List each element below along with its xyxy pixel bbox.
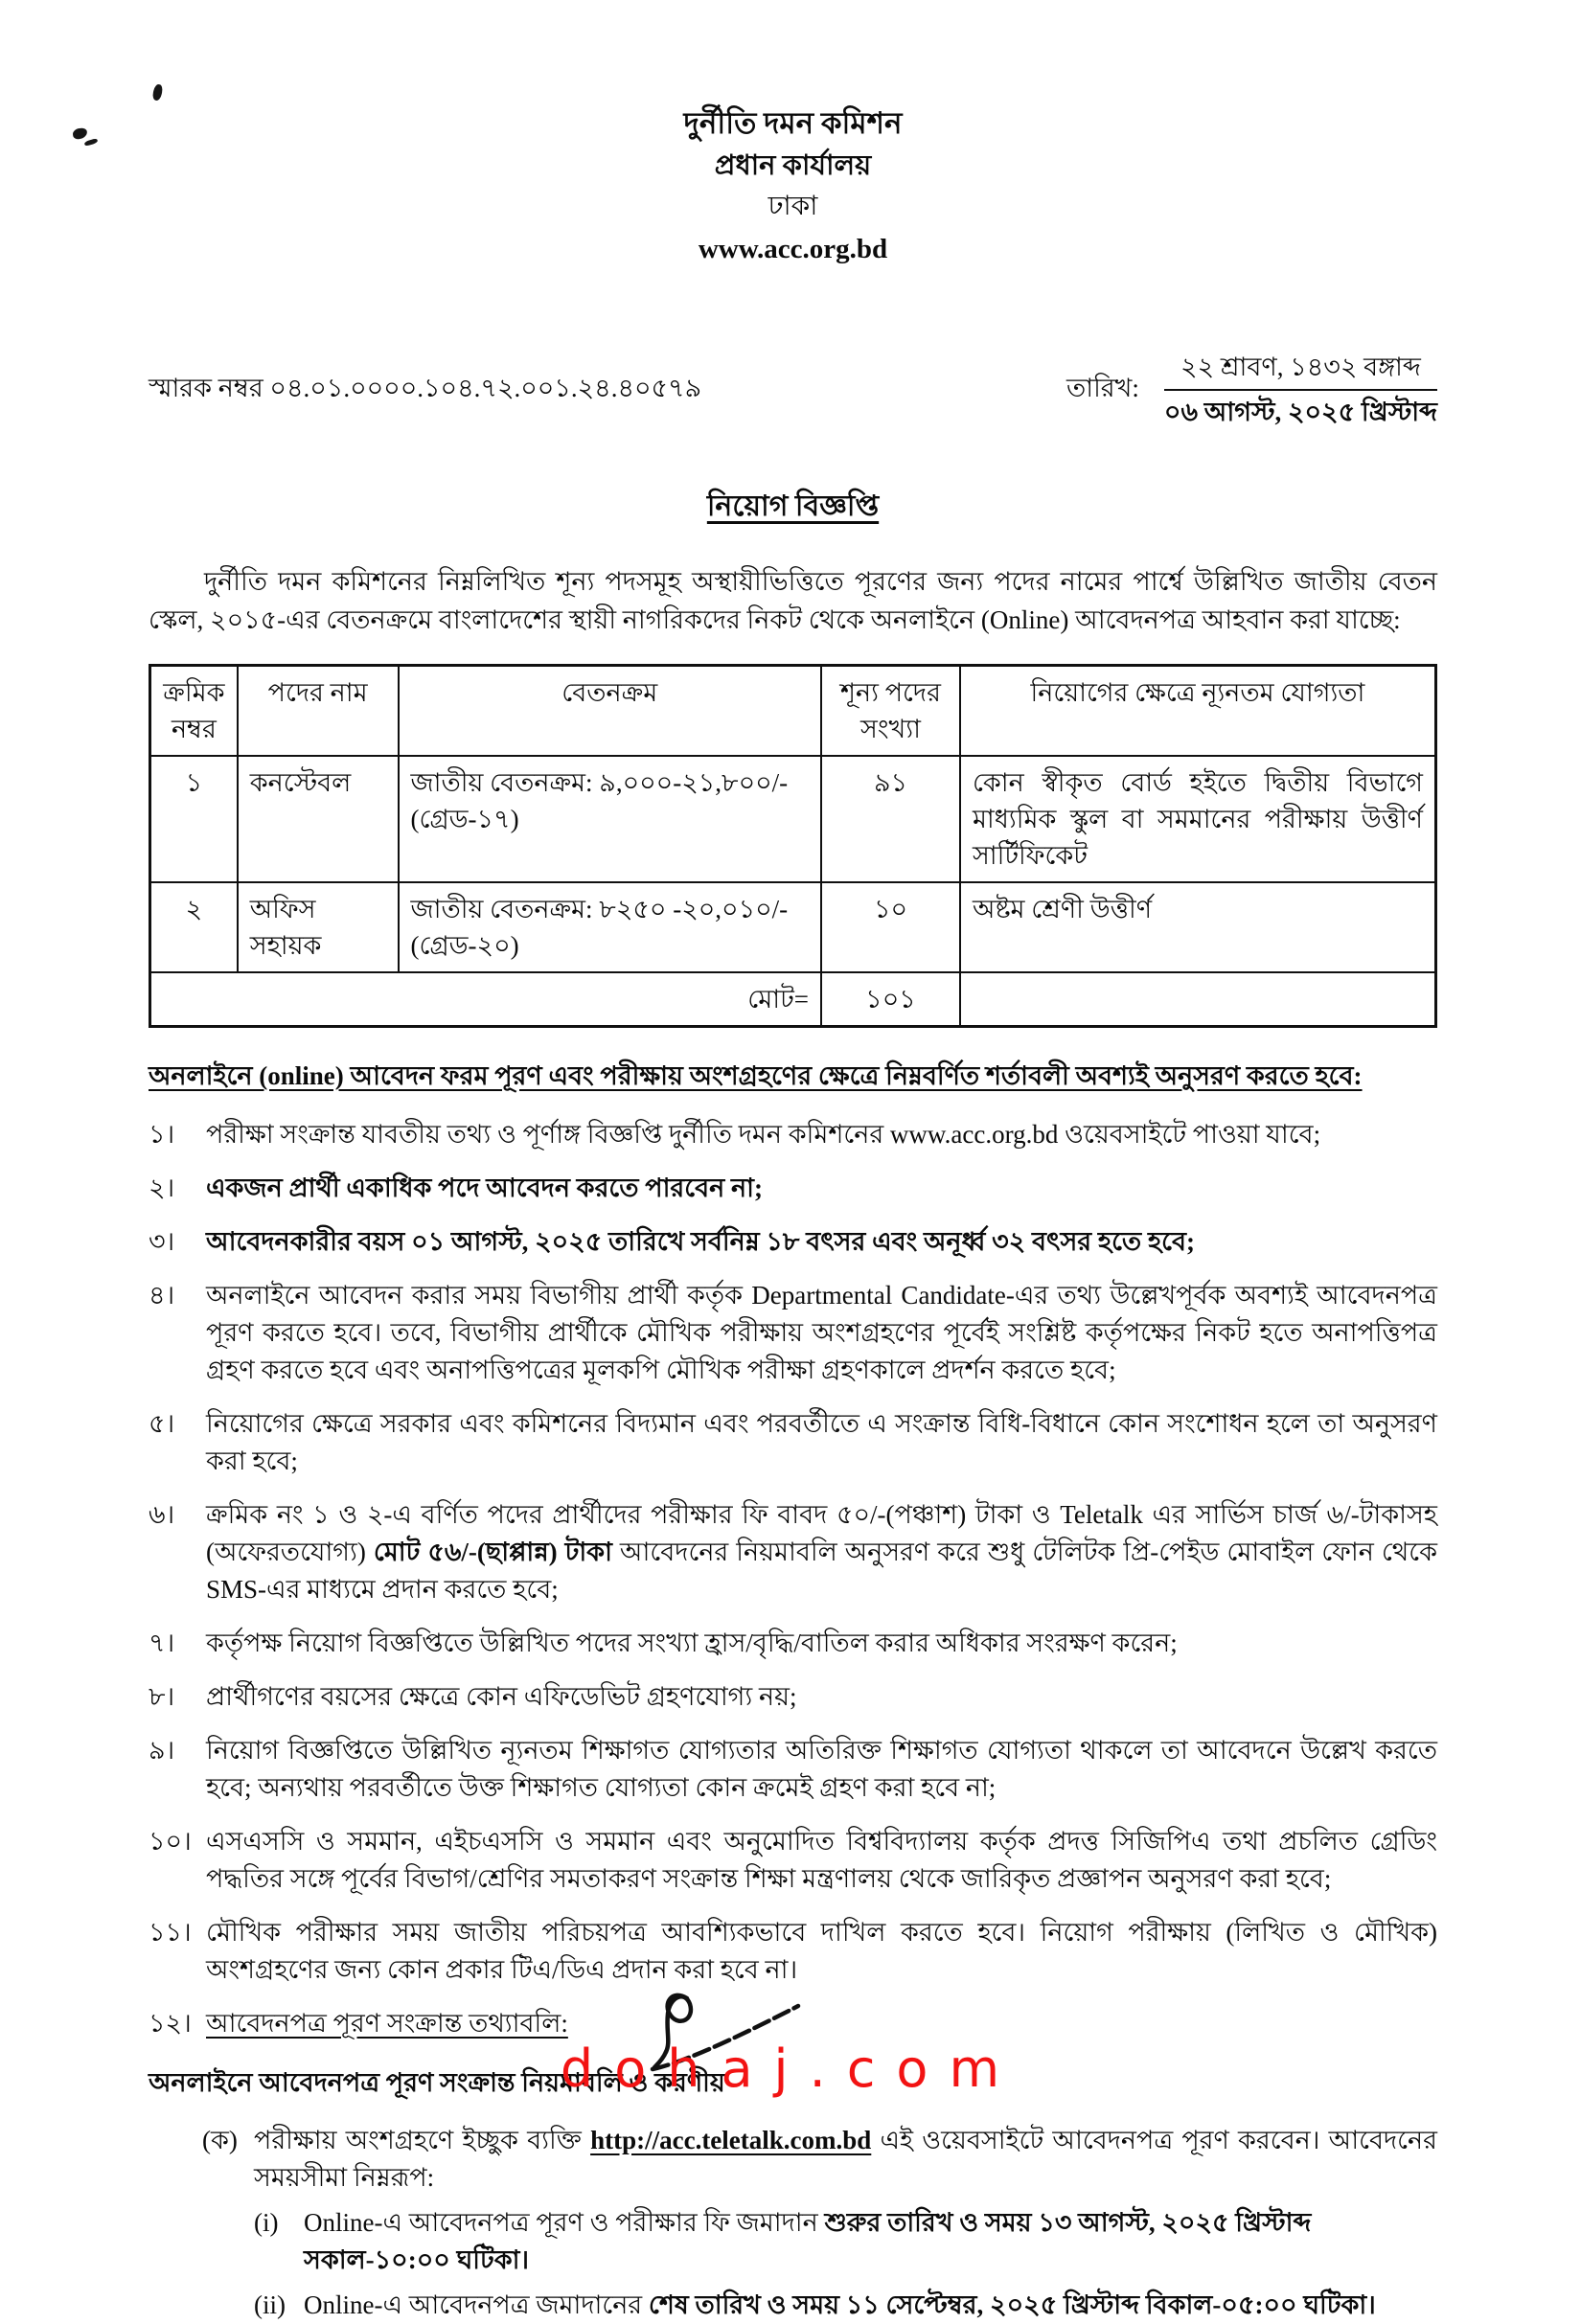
row2-post: অফিস সহায়ক: [238, 882, 399, 972]
item-number: ৯।: [149, 1736, 175, 1766]
condition-item-2: [149, 1170, 1437, 1207]
th-qualification: নিয়োগের ক্ষেত্রে ন্যূনতম যোগ্যতা: [960, 666, 1436, 757]
item-text: নিয়োগ বিজ্ঞপ্তিতে উল্লিখিত ন্যূনতম শিক্ষাগত যোগ্যতার অতিরিক্ত শিক্ষাগত যোগ্যতা থাকলে তা আবেদনে উল্লেখ করতে হবে; অন্যথায় পরবর্তীতে উক্ত শিক্ষাগত যোগ্যতা কোন ক্রমেই গ্রহণ করা হবে না;: [206, 1736, 1437, 1803]
application-start-datetime: শুরুর তারিখ ও সময় ১৩ আগস্ট, ২০২৫ খ্রিস্টাব্দ সকাল-১০:০০ ঘটিকা।: [304, 2208, 1312, 2275]
row1-serial: ১: [150, 756, 238, 882]
item-text: [254, 2122, 1437, 2197]
ink-speck-2: [72, 127, 87, 140]
memo-row: [149, 349, 1437, 431]
row2-serial: ২: [150, 882, 238, 972]
sub-item-ii: [254, 2287, 1437, 2324]
condition-item-8: [149, 1678, 1437, 1716]
item-text: [304, 2287, 1437, 2324]
end-text-pre: Online-এ আবেদনপত্র জমাদানের: [304, 2290, 649, 2320]
date-bangla: ২২ শ্রাবণ, ১৪৩২ বঙ্গাব্দ: [1164, 349, 1437, 391]
total-label: মোট=: [150, 972, 822, 1027]
row2-qualification: অষ্টম শ্রেণী উত্তীর্ণ: [960, 882, 1436, 972]
date-label: তারিখ:: [1065, 373, 1139, 402]
row2-vacancy: ১০: [821, 882, 960, 972]
org-website: www.acc.org.bd: [698, 233, 888, 264]
th-vacancy: শূন্য পদের সংখ্যা: [821, 666, 960, 757]
item-text: কর্তৃপক্ষ নিয়োগ বিজ্ঞপ্তিতে উল্লিখিত পদের সংখ্যা হ্রাস/বৃদ্ধি/বাতিল করার অধিকার সংরক্ষণ করেন;: [206, 1629, 1178, 1658]
condition-item-1: [149, 1116, 1437, 1153]
letterhead: [149, 103, 1437, 268]
item-text: [206, 1496, 1437, 1608]
item-number: ১।: [149, 1120, 175, 1150]
item-number: ৩।: [149, 1227, 175, 1257]
item-text: এসএসসি ও সমমান, এইচএসসি ও সমমান এবং অনুমোদিত বিশ্ববিদ্যালয় কর্তৃক প্রদত্ত সিজিপিএ তথা প্রচলিত গ্রেডিং পদ্ধতির সঙ্গে পূর্বের বিভাগ/শ্রেণির সমতাকরণ সংক্রান্ত শিক্ষা মন্ত্রণালয় থেকে জারিকৃত প্রজ্ঞাপন অনুসরণ করা হবে;: [206, 1827, 1437, 1894]
item-number: ৮।: [149, 1682, 175, 1712]
row1-pay: [399, 756, 822, 882]
row1-post: কনস্টেবল: [238, 756, 399, 882]
org-office: প্রধান কার্যালয়: [714, 149, 872, 181]
th-post: পদের নাম: [238, 666, 399, 757]
item-text: অনলাইনে আবেদন করার সময় বিভাগীয় প্রার্থী কর্তৃক Departmental Candidate-এর তথ্য উল্লেখপূর্বক অবশ্যই আবেদনপত্র পূরণ করতে হবে। তবে, বিভাগীয় প্রার্থীকে মৌখিক পরীক্ষায় অংশগ্রহণের পূর্বেই সংশ্লিষ্ট কর্তৃপক্ষের নিকট হতে অনাপত্তিপত্র গ্রহণ করতে হবে এবং অনাপত্তিপত্রের মূলকপি মৌখিক পরীক্ষা গ্রহণকালে প্রদর্শন করতে হবে;: [206, 1281, 1437, 1385]
condition-item-3: [149, 1223, 1437, 1261]
condition-item-9: [149, 1732, 1437, 1807]
table-row: [150, 756, 1436, 882]
row1-vacancy: ৯১: [821, 756, 960, 882]
item-text: আবেদনকারীর বয়স ০১ আগস্ট, ২০২৫ তারিখে সর্বনিম্ন ১৮ বৎসর এবং অনূর্ধ্ব ৩২ বৎসর হতে হবে;: [206, 1227, 1195, 1257]
condition-item-4: [149, 1277, 1437, 1389]
memo-number: স্মারক নম্বর ০৪.০১.০০০০.১০৪.৭২.০০১.২৪.৪০৫৭৯: [149, 373, 702, 402]
watermark-text: dohaj.com: [560, 2039, 1021, 2099]
row1-pay-scale: জাতীয় বেতনক্রম: ৯,০০০-২১,৮০০/-: [410, 768, 789, 798]
notice-title: নিয়োগ বিজ্ঞপ্তি: [706, 490, 880, 523]
item-text: একজন প্রার্থী একাধিক পদে আবেদন করতে পারবেন না;: [206, 1173, 763, 1203]
fee-total-amount: মোট ৫৬/-(ছাপ্পান্ন) টাকা: [373, 1538, 612, 1567]
condition-item-10: [149, 1823, 1437, 1898]
item-number: ৪।: [149, 1281, 175, 1310]
item-number: ৫।: [149, 1409, 175, 1439]
teletalk-url: http://acc.teletalk.com.bd: [590, 2126, 872, 2155]
org-name: দুর্নীতি দমন কমিশন: [683, 106, 903, 140]
vacancy-table: [149, 664, 1437, 1028]
date-block: [1066, 349, 1437, 431]
fee-text-post: আবেদনের নিয়মাবলি অনুসরণ করে শুধু টেলিটক প্রি-পেইড মোবাইল ফোন থেকে SMS-এর মাধ্যমে প্রদান করতে হবে;: [206, 1538, 1438, 1605]
total-empty-cell: [960, 972, 1436, 1027]
condition-item-5: [149, 1405, 1437, 1480]
ka-text-pre: পরীক্ষায় অংশগ্রহণে ইচ্ছুক ব্যক্তি: [254, 2126, 591, 2155]
sub-item-i: [254, 2204, 1437, 2279]
item-marker: (i): [254, 2208, 279, 2238]
item-marker: (ক): [202, 2126, 238, 2155]
item-number: ৭।: [149, 1629, 175, 1658]
rules-heading: অনলাইনে আবেদনপত্র পূরণ সংক্রান্ত নিয়মাবলি ও করণীয়: [149, 2068, 725, 2098]
total-value: ১০১: [821, 972, 960, 1027]
org-city: ঢাকা: [768, 191, 818, 221]
item-marker: (ii): [254, 2290, 286, 2320]
row1-qualification: কোন স্বীকৃত বোর্ড হইতে দ্বিতীয় বিভাগে মাধ্যমিক স্কুল বা সমমানের পরীক্ষায় উত্তীর্ণ সার্টিফিকেট: [960, 756, 1436, 882]
table-row: [150, 882, 1436, 972]
condition-item-6: [149, 1496, 1437, 1608]
th-serial: ক্রমিক নম্বর: [150, 666, 238, 757]
row2-pay: [399, 882, 822, 972]
item-text: নিয়োগের ক্ষেত্রে সরকার এবং কমিশনের বিদ্যমান এবং পরবর্তীতে এ সংক্রান্ত বিধি-বিধানে কোন সংশোধন হলে তা অনুসরণ করা হবে;: [206, 1409, 1437, 1476]
table-header-row: [150, 666, 1436, 757]
condition-item-11: [149, 1914, 1437, 1989]
th-pay: বেতনক্রম: [399, 666, 822, 757]
row2-pay-scale: জাতীয় বেতনক্রম: ৮২৫০ -২০,০১০/-: [410, 895, 789, 924]
item-number: ৬।: [149, 1500, 175, 1530]
item-number: ১০।: [149, 1827, 192, 1857]
item-text: মৌখিক পরীক্ষার সময় জাতীয় পরিচয়পত্র আবশ্যিকভাবে দাখিল করতে হবে। নিয়োগ পরীক্ষায় (লিখিত ও মৌখিক) অংশগ্রহণের জন্য কোন প্রকার টিএ/ডিএ প্রদান করা হবে না।: [206, 1918, 1437, 1985]
date-gregorian: ০৬ আগস্ট, ২০২৫ খ্রিস্টাব্দ: [1163, 398, 1437, 427]
item-number: ১১।: [149, 1918, 192, 1948]
item-text: আবেদনপত্র পূরণ সংক্রান্ত তথ্যাবলি:: [206, 2009, 568, 2039]
conditions-heading: অনলাইনে (online) আবেদন ফরম পূরণ এবং পরীক্ষায় অংশগ্রহণের ক্ষেত্রে নিম্নবর্ণিত শর্তাবলী অবশ্যই অনুসরণ করতে হবে:: [149, 1061, 1363, 1091]
item-text: প্রার্থীগণের বয়সের ক্ষেত্রে কোন এফিডেভিট গ্রহণযোগ্য নয়;: [206, 1682, 797, 1712]
ink-speck-1: [151, 83, 163, 101]
row2-pay-grade: (গ্রেড-২০): [410, 931, 519, 961]
ink-speck-3: [84, 138, 99, 147]
application-end-datetime: শেষ তারিখ ও সময় ১১ সেপ্টেম্বর, ২০২৫ খ্রিস্টাব্দ বিকাল-০৫:০০ ঘটিকা।: [648, 2290, 1376, 2320]
item-text: পরীক্ষা সংক্রান্ত যাবতীয় তথ্য ও পূর্ণাঙ্গ বিজ্ঞপ্তি দুর্নীতি দমন কমিশনের www.acc.org.bd ওয়েবসাইটে পাওয়া যাবে;: [206, 1120, 1321, 1150]
start-text-pre: Online-এ আবেদনপত্র পূরণ ও পরীক্ষার ফি জমাদান: [304, 2208, 825, 2238]
item-number: ২।: [149, 1173, 175, 1203]
intro-paragraph: দুর্নীতি দমন কমিশনের নিম্নলিখিত শূন্য পদসমূহ অস্থায়ীভিত্তিতে পূরণের জন্য পদের নামের পার্শ্বে উল্লিখিত জাতীয় বেতন স্কেল, ২০১৫-এর বেতনক্রমে বাংলাদেশের স্থায়ী নাগরিকদের নিকট থেকে অনলাইনে (Online) আবেদনপত্র আহবান করা যাচ্ছে:: [149, 567, 1437, 635]
fee-text-pre: ক্রমিক নং ১ ও ২-এ বর্ণিত পদের প্রার্থীদের পরীক্ষার ফি বাবদ ৫০/-(পঞ্চাশ) টাকা ও Teletalk এর সার্ভিস চার্জ ৬/-টাকাসহ (অফেরতযোগ্য): [206, 1500, 1437, 1567]
condition-item-7: [149, 1625, 1437, 1662]
ka-text-post: এই ওয়েবসাইটে আবেদনপত্র পূরণ করবেন। আবেদনের সময়সীমা নিম্নরূপ:: [254, 2126, 1437, 2193]
item-number: ১২।: [149, 2009, 192, 2039]
sub-item-ka: [202, 2122, 1437, 2197]
table-total-row: [150, 972, 1436, 1027]
item-text: [304, 2204, 1437, 2279]
date-stack: [1164, 349, 1437, 431]
row1-pay-grade: (গ্রেড-১৭): [410, 805, 519, 834]
